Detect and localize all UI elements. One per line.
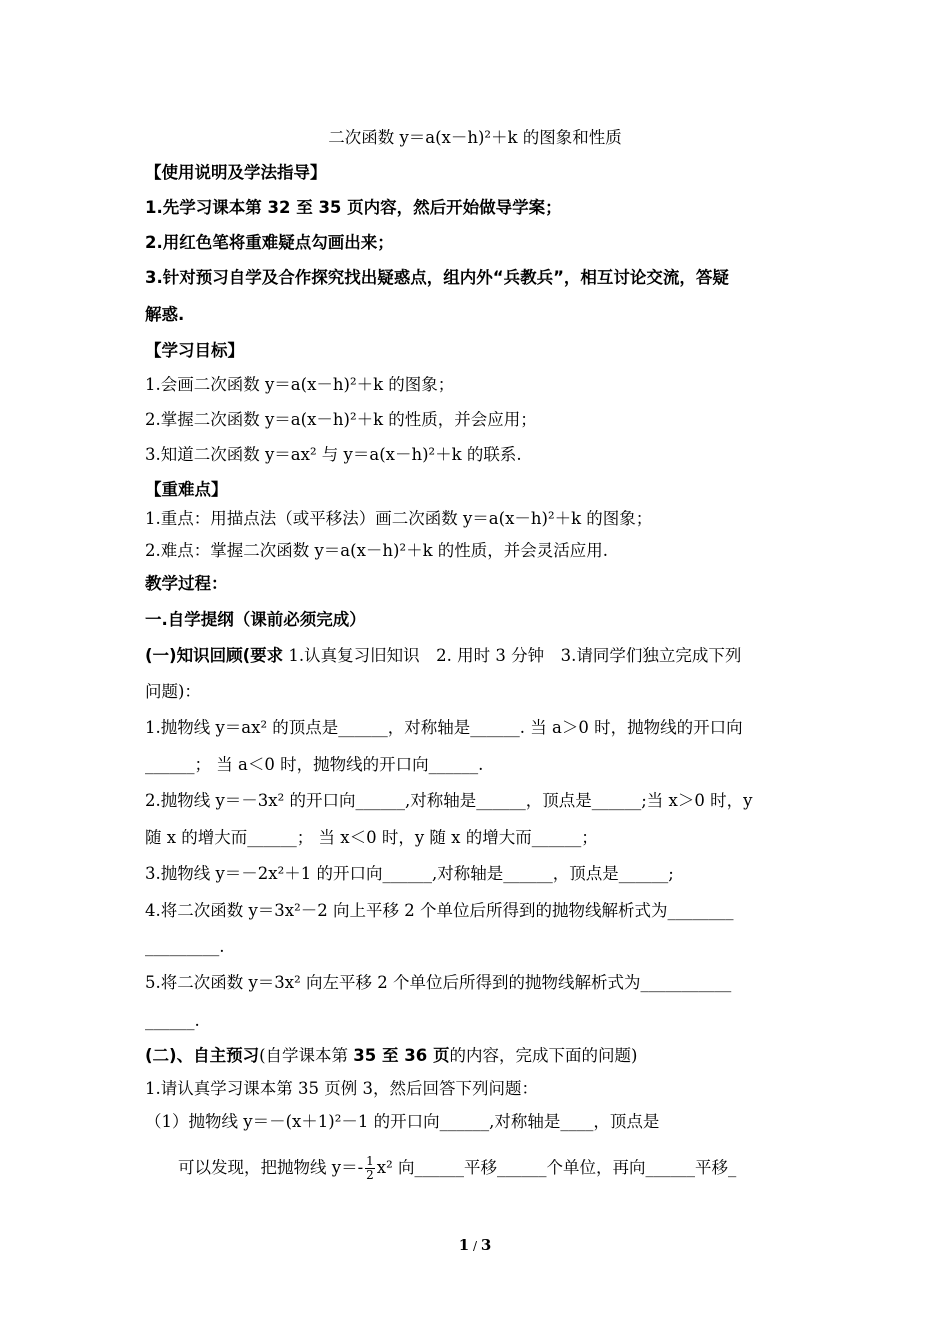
guide-item: 3.针对预习自学及合作探究找出疑惑点，组内外“兵教兵”，相互讨论交流，答疑 (145, 268, 729, 287)
page-title: 二次函数 y＝a(x－h)²＋k 的图象和性质 (328, 128, 622, 147)
observe-pre: 可以发现，把抛物线 y＝- (178, 1158, 364, 1177)
review-label: (一)知识回顾(要求 (145, 646, 284, 665)
question-line: 5.将二次函数 y＝3x² 向左平移 2 个单位后所得到的抛物线解析式为___________ (145, 973, 732, 992)
question-line: 4.将二次函数 y＝3x²－2 向上平移 2 个单位后所得到的抛物线解析式为________ (145, 901, 734, 920)
guide-item: 2.用红色笔将重难疑点勾画出来； (145, 233, 394, 252)
preview-page-end: 36 (404, 1046, 428, 1065)
question-line: 随 x 的增大而______； 当 x＜0 时，y 随 x 的增大而______； (145, 828, 598, 847)
guide-item: 1.先学习课本第 32 至 35 页内容，然后开始做导学案； (145, 198, 562, 217)
preview-rest: 的内容，完成下面的问题) (449, 1046, 638, 1065)
preview-paren: (自学课本第 (259, 1046, 354, 1065)
question-line: 3.抛物线 y＝－2x²＋1 的开口向______,对称轴是______，顶点是______; (145, 864, 674, 883)
page-total: 3 (480, 1236, 492, 1254)
fraction-denominator: 2 (366, 1168, 374, 1182)
guide-heading: 【使用说明及学法指导】 (145, 163, 327, 182)
goal-item: 3.知道二次函数 y＝ax² 与 y＝a(x－h)²＋k 的联系. (145, 445, 522, 464)
review-requirements (145, 645, 741, 667)
page-separator: / (469, 1239, 481, 1253)
goals-heading: 【学习目标】 (145, 341, 244, 360)
guide-item: 解惑. (145, 305, 185, 324)
observe-post: x² 向______平移______个单位，再向______平移_ (376, 1158, 737, 1177)
fraction-numerator: 1 (366, 1154, 374, 1168)
fraction (365, 1155, 375, 1182)
preview-subquestion: （1）抛物线 y＝－(x＋1)²－1 的开口向______,对称轴是____，顶点是 (145, 1112, 660, 1131)
preview-page-word: 页 (427, 1046, 450, 1065)
page-footer (0, 1236, 950, 1254)
page-number: 1 (458, 1236, 470, 1254)
observe-line (178, 1155, 736, 1182)
process-heading: 教学过程： (145, 574, 228, 593)
keypoints-heading: 【重难点】 (145, 480, 228, 499)
preview-mid: 至 (376, 1046, 405, 1065)
preview-label: (二)、自主预习 (145, 1046, 260, 1065)
section-heading: 一.自学提纲（课前必须完成） (145, 610, 366, 629)
question-line: ______； 当 a＜0 时，抛物线的开口向______. (145, 755, 484, 774)
preview-question: 1.请认真学习课本第 35 页例 3，然后回答下列问题： (145, 1079, 538, 1098)
goal-item: 1.会画二次函数 y＝a(x－h)²＋k 的图象； (145, 375, 455, 394)
preview-heading (145, 1045, 637, 1067)
review-requirements-text: 1.认真复习旧知识 2. 用时 3 分钟 3.请同学们独立完成下列 (283, 646, 742, 665)
question-line: _________. (145, 937, 225, 956)
question-line: 2.抛物线 y＝－3x² 的开口向______,对称轴是______，顶点是______;当 x＞0 时，y (145, 791, 753, 810)
keypoint-item: 2.难点：掌握二次函数 y＝a(x－h)²＋k 的性质，并会灵活应用. (145, 541, 609, 560)
review-requirements-cont: 问题)： (145, 682, 201, 701)
goal-item: 2.掌握二次函数 y＝a(x－h)²＋k 的性质，并会应用； (145, 410, 537, 429)
preview-page-start: 35 (353, 1046, 377, 1065)
keypoint-item: 1.重点：用描点法（或平移法）画二次函数 y＝a(x－h)²＋k 的图象； (145, 509, 653, 528)
question-line: 1.抛物线 y＝ax² 的顶点是______，对称轴是______. 当 a＞0 时，抛物线的开口向 (145, 718, 743, 737)
question-line: ______. (145, 1011, 200, 1030)
